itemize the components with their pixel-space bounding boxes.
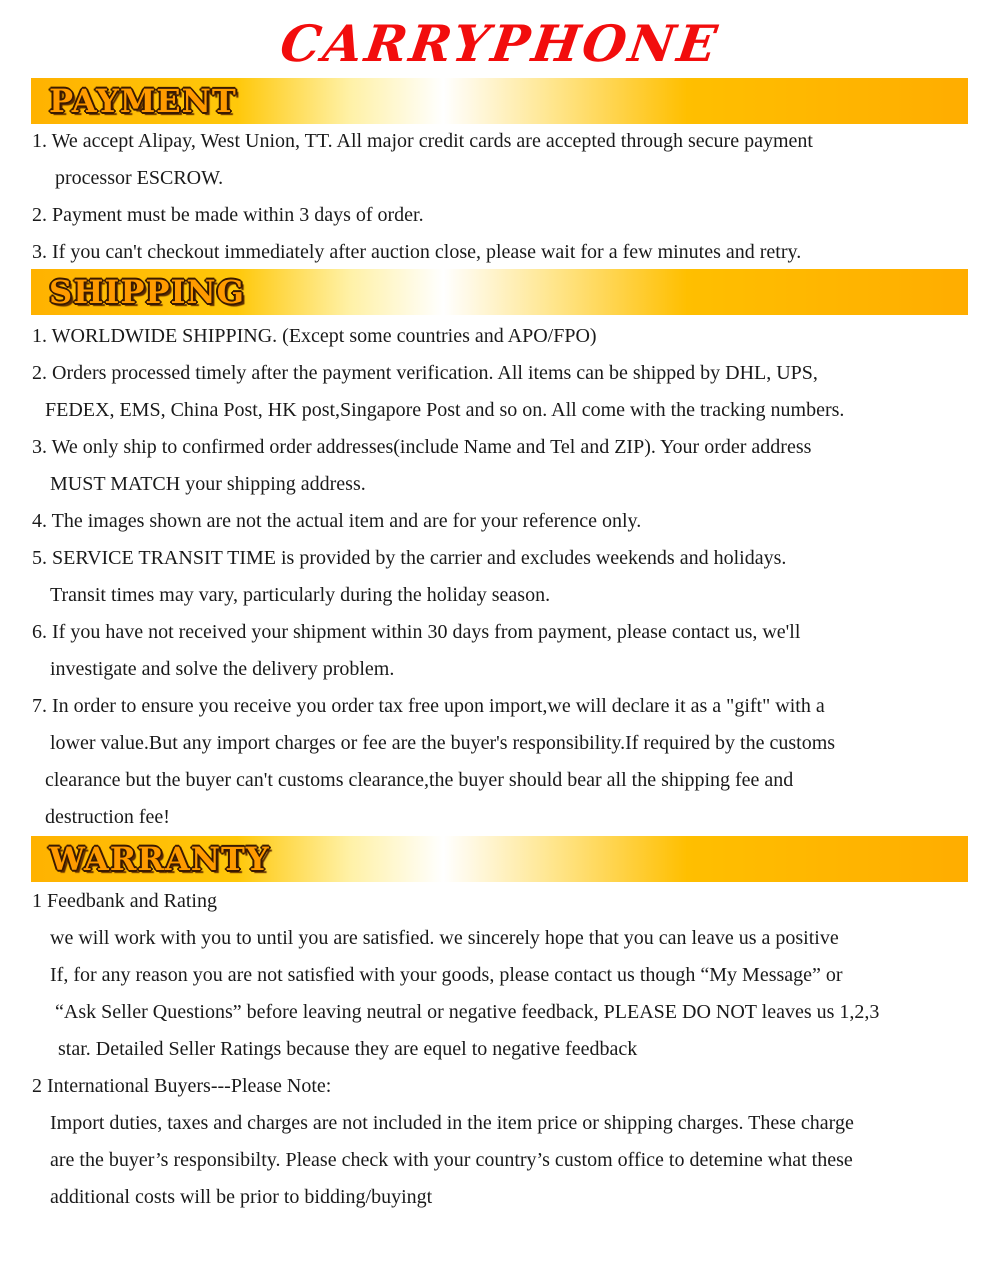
shipping-line-3: 3. We only ship to confirmed order addresses(include Name and Tel and ZIP). Your order address (32, 436, 812, 458)
shipping-line-5: 5. SERVICE TRANSIT TIME is provided by the carrier and excludes weekends and holidays. (32, 547, 787, 569)
warranty-line-1-body-4: star. Detailed Seller Ratings because they are equel to negative feedback (58, 1038, 638, 1060)
shipping-line-7: 7. In order to ensure you receive you order tax free upon import,we will declare it as a "gift" with a (32, 695, 825, 717)
warranty-line-1-body-1: we will work with you to until you are satisfied. we sincerely hope that you can leave us a positive (50, 927, 839, 949)
warranty-line-2: 2 International Buyers---Please Note: (32, 1075, 332, 1097)
payment-line-3: 3. If you can't checkout immediately after auction close, please wait for a few minutes and retry. (32, 241, 802, 263)
shipping-line-7-cont-3: destruction fee! (45, 806, 170, 828)
payment-title: PAYMENT (49, 82, 237, 120)
warranty-line-1-body-3: “Ask Seller Questions” before leaving neutral or negative feedback, PLEASE DO NOT leaves us 1,2,3 (55, 1001, 880, 1023)
shipping-title: SHIPPING (49, 273, 245, 311)
shipping-line-6-cont: investigate and solve the delivery problem. (50, 658, 395, 680)
warranty-line-1-body-2: If, for any reason you are not satisfied with your goods, please contact us though “My Message” or (50, 964, 843, 986)
payment-line-2: 2. Payment must be made within 3 days of order. (32, 204, 424, 226)
warranty-line-2-body-3: additional costs will be prior to bidding/buyingt (50, 1186, 433, 1208)
shipping-line-2: 2. Orders processed timely after the payment verification. All items can be shipped by DHL, UPS, (32, 362, 818, 384)
shipping-banner (31, 269, 968, 315)
shipping-line-7-cont-1: lower value.But any import charges or fee are the buyer's responsibility.If required by the customs (50, 732, 836, 754)
shipping-line-2-cont: FEDEX, EMS, China Post, HK post,Singapore Post and so on. All come with the tracking numbers. (45, 399, 845, 421)
shipping-line-5-cont: Transit times may vary, particularly during the holiday season. (50, 584, 551, 606)
shipping-line-7-cont-2: clearance but the buyer can't customs clearance,the buyer should bear all the shipping fee and (45, 769, 794, 791)
warranty-line-2-body-1: Import duties, taxes and charges are not included in the item price or shipping charges. These charge (50, 1112, 854, 1134)
warranty-banner (31, 836, 968, 882)
brand-logo: CARRYPHONE (276, 14, 724, 73)
warranty-line-2-body-2: are the buyer’s responsibilty. Please check with your country’s custom office to detemine what these (50, 1149, 853, 1171)
payment-line-1-cont: processor ESCROW. (55, 167, 224, 189)
shipping-line-3-cont: MUST MATCH your shipping address. (50, 473, 366, 495)
payment-banner (31, 78, 968, 124)
warranty-title: WARRANTY (49, 840, 270, 878)
shipping-line-6: 6. If you have not received your shipment within 30 days from payment, please contact us, we'll (32, 621, 801, 643)
payment-line-1: 1. We accept Alipay, West Union, TT. All major credit cards are accepted through secure payment (32, 130, 813, 152)
shipping-line-4: 4. The images shown are not the actual item and are for your reference only. (32, 510, 642, 532)
shipping-line-1: 1. WORLDWIDE SHIPPING. (Except some countries and APO/FPO) (32, 325, 597, 347)
warranty-line-1: 1 Feedbank and Rating (32, 890, 217, 912)
